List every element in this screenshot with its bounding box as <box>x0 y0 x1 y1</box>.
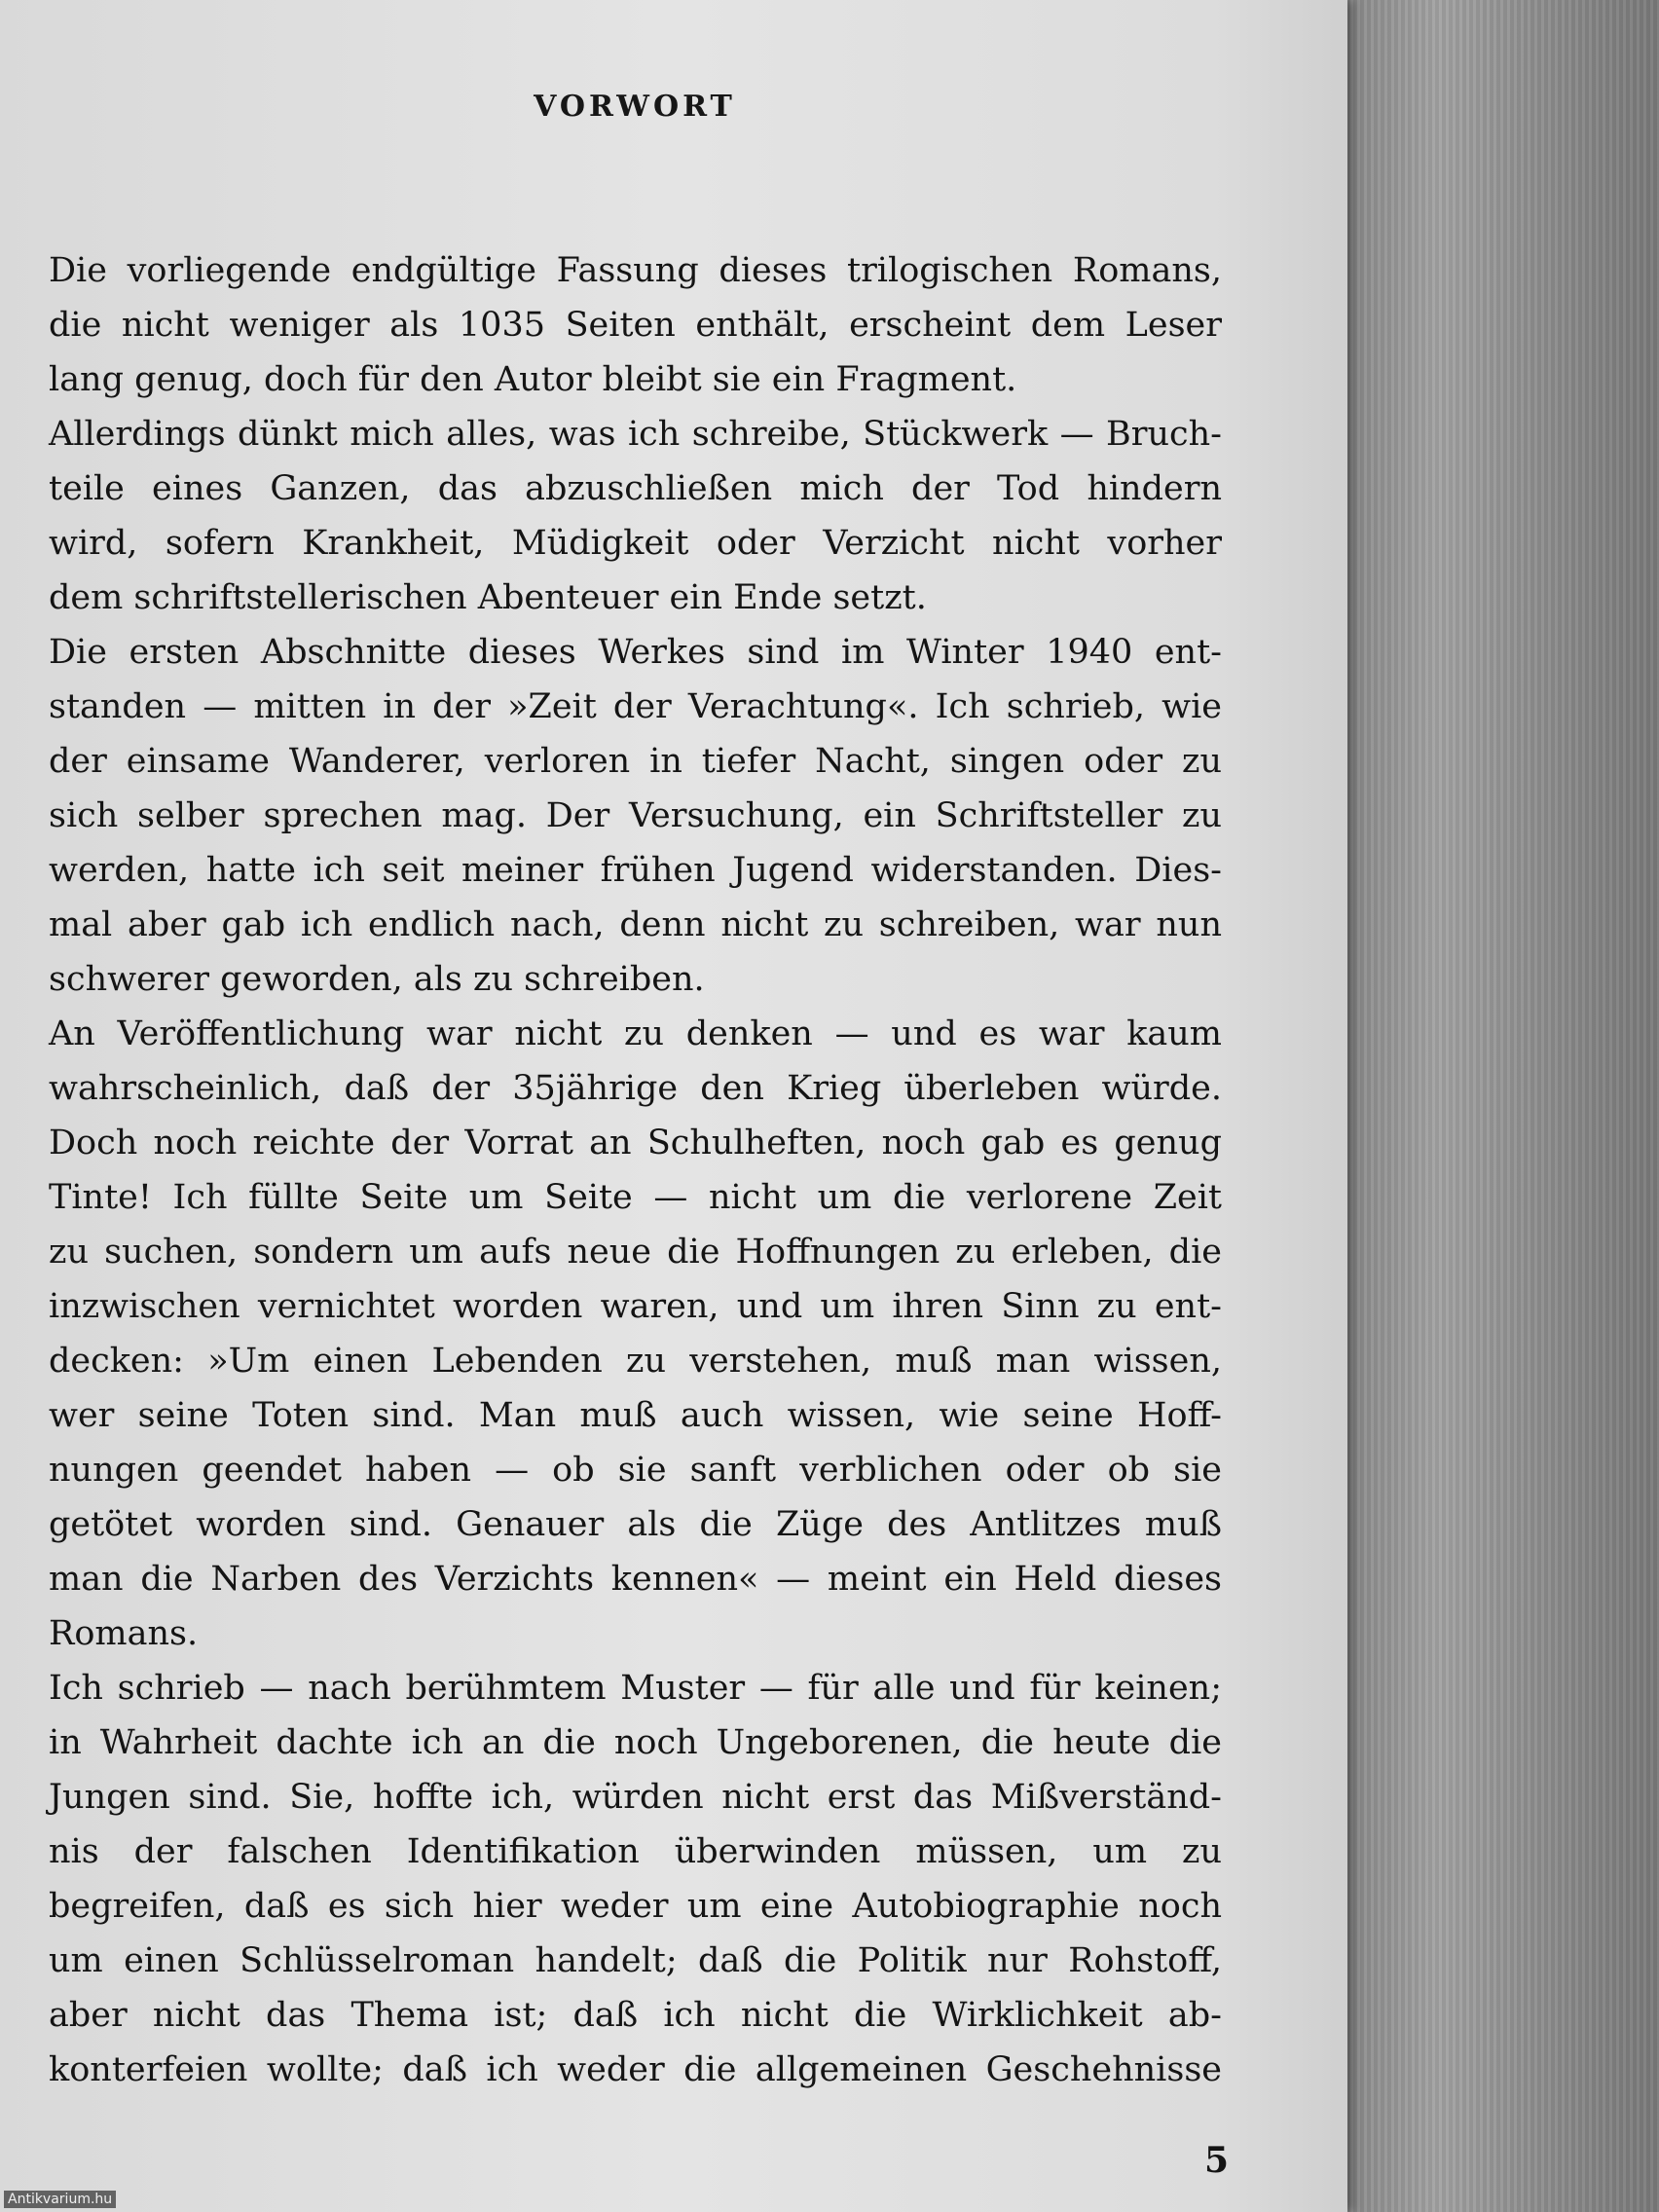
watermark: Antikvarium.hu <box>4 2191 116 2208</box>
text-line: sich selber sprechen mag. Der Versuchung, ein Schriftsteller zu <box>49 796 1222 835</box>
text-line: standen — mitten in der »Zeit der Verachtung«. Ich schrieb, wie <box>49 687 1222 726</box>
text-line: aber nicht das Thema ist; daß ich nicht die Wirklichkeit ab- <box>49 1996 1222 2035</box>
text-line: Ich schrieb — nach berühmtem Muster — für alle und für keinen; <box>49 1669 1222 1708</box>
text-line: Romans. <box>49 1614 199 1653</box>
text-line: Jungen sind. Sie, hoffte ich, würden nicht erst das Mißverständ- <box>49 1778 1222 1817</box>
page-number: 5 <box>1203 2140 1229 2181</box>
text-line: dem schriftstellerischen Abenteuer ein Ende setzt. <box>49 578 927 617</box>
text-line: lang genug, doch für den Autor bleibt sie ein Fragment. <box>49 360 1017 399</box>
text-line: zu suchen, sondern um aufs neue die Hoffnungen zu erleben, die <box>49 1233 1222 1272</box>
text-line: der einsame Wanderer, verloren in tiefer Nacht, singen oder zu <box>49 742 1222 781</box>
text-line: mal aber gab ich endlich nach, denn nicht zu schreiben, war nun <box>49 905 1222 944</box>
text-line: konterfeien wollte; daß ich weder die allgemeinen Geschehnisse <box>49 2050 1222 2089</box>
text-line: Die vorliegende endgültige Fassung dieses trilogischen Romans, <box>49 251 1222 290</box>
chapter-heading: VORWORT <box>534 90 736 124</box>
text-line: teile eines Ganzen, das abzuschließen mich der Tod hindern <box>49 469 1222 508</box>
text-line: wer seine Toten sind. Man muß auch wissen, wie seine Hoff- <box>49 1396 1222 1435</box>
text-line: inzwischen vernichtet worden waren, und um ihren Sinn zu ent- <box>49 1287 1222 1326</box>
text-line: Die ersten Abschnitte dieses Werkes sind im Winter 1940 ent- <box>49 633 1222 672</box>
text-line: in Wahrheit dachte ich an die noch Ungeborenen, die heute die <box>49 1723 1222 1762</box>
table-surface <box>1344 0 1659 2212</box>
text-line: man die Narben des Verzichts kennen« — meint ein Held dieses <box>49 1560 1222 1599</box>
text-line: um einen Schlüsselroman handelt; daß die Politik nur Rohstoff, <box>49 1941 1222 1980</box>
body-text <box>49 243 1222 2097</box>
text-line: Doch noch reichte der Vorrat an Schulheften, noch gab es genug <box>49 1124 1222 1162</box>
text-line: decken: »Um einen Lebenden zu verstehen, muß man wissen, <box>49 1342 1222 1381</box>
text-line: nungen geendet haben — ob sie sanft verblichen oder ob sie <box>49 1451 1222 1490</box>
text-line: Tinte! Ich füllte Seite um Seite — nicht um die verlorene Zeit <box>49 1178 1222 1217</box>
text-line: schwerer geworden, als zu schreiben. <box>49 960 705 999</box>
text-line: wahrscheinlich, daß der 35jährige den Krieg überleben würde. <box>49 1069 1222 1108</box>
text-line: nis der falschen Identifikation überwinden müssen, um zu <box>49 1832 1222 1871</box>
text-line: die nicht weniger als 1035 Seiten enthält, erscheint dem Leser <box>49 306 1222 345</box>
text-line: werden, hatte ich seit meiner frühen Jugend widerstanden. Dies- <box>49 851 1222 890</box>
text-line: Allerdings dünkt mich alles, was ich schreibe, Stückwerk — Bruch- <box>49 415 1222 454</box>
text-line: An Veröffentlichung war nicht zu denken — und es war kaum <box>49 1014 1222 1053</box>
text-line: getötet worden sind. Genauer als die Züge des Antlitzes muß <box>49 1505 1222 1544</box>
text-line: wird, sofern Krankheit, Müdigkeit oder Verzicht nicht vorher <box>49 524 1222 563</box>
text-line: begreifen, daß es sich hier weder um eine Autobiographie noch <box>49 1887 1222 1926</box>
